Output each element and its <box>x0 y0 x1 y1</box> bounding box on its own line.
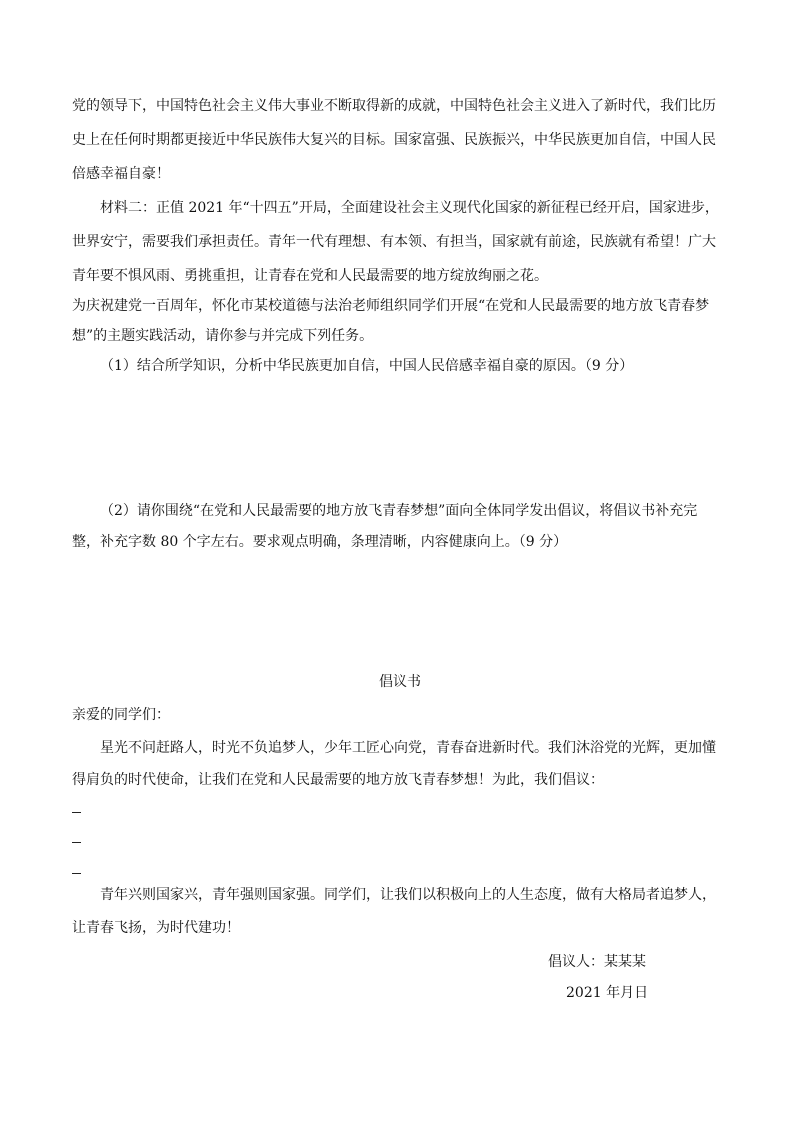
question-2-line1: （2）请你围绕“在党和人民最需要的地方放飞青春梦想”面向全体同学发出倡议，将倡议书补充完 <box>100 503 698 519</box>
letter-salutation: 亲爱的同学们： <box>72 707 170 723</box>
para1-line3: 倍感幸福自豪！ <box>72 166 170 182</box>
answer-blank-3[interactable] <box>72 873 81 874</box>
answer-blank-1[interactable] <box>72 812 81 813</box>
letter-date: 2021 年月日 <box>566 985 649 1001</box>
letter-signer: 倡议人：某某某 <box>548 954 646 970</box>
intro-line2: 想”的主题实践活动，请你参与并完成下列任务。 <box>72 328 374 344</box>
letter-body-line2: 得肩负的时代使命，让我们在党和人民最需要的地方放飞青春梦想！为此，我们倡议： <box>72 772 604 788</box>
para1-line1: 党的领导下，中国特色社会主义伟大事业不断取得新的成就，中国特色社会主义进入了新时代，我们比历 <box>72 98 716 114</box>
material2-line3: 青年要不惧风雨、勇挑重担，让青春在党和人民最需要的地方绽放绚丽之花。 <box>72 268 548 284</box>
letter-closing-line2: 让青春飞扬，为时代建功！ <box>72 920 240 936</box>
answer-blank-2[interactable] <box>72 842 81 843</box>
letter-body-line1: 星光不问赶路人，时光不负追梦人，少年工匠心向党，青春奋进新时代。我们沐浴党的光辉，更加懂 <box>100 740 716 756</box>
intro-line1: 为庆祝建党一百周年，怀化市某校道德与法治老师组织同学们开展“在党和人民最需要的地方放飞青春梦 <box>72 298 710 314</box>
material2-line1: 材料二：正值 2021 年“十四五”开局，全面建设社会主义现代化国家的新征程已经开启，国家进步， <box>100 200 719 216</box>
letter-closing-line1: 青年兴则国家兴，青年强则国家强。同学们，让我们以积极向上的人生态度，做有大格局者追梦人， <box>100 887 716 903</box>
letter-title: 倡议书 <box>379 674 421 690</box>
para1-line2: 史上在任何时期都更接近中华民族伟大复兴的目标。国家富强、民族振兴，中华民族更加自信，中国人民 <box>72 132 716 148</box>
question-2-line2: 整，补充字数 80 个字左右。要求观点明确，条理清晰，内容健康向上。（9 分） <box>72 534 568 550</box>
material2-line2: 世界安宁，需要我们承担责任。青年一代有理想、有本领、有担当，国家就有前途，民族就有希望！广大 <box>72 234 716 250</box>
question-1: （1）结合所学知识，分析中华民族更加自信，中国人民倍感幸福自豪的原因。（9 分） <box>100 358 634 374</box>
